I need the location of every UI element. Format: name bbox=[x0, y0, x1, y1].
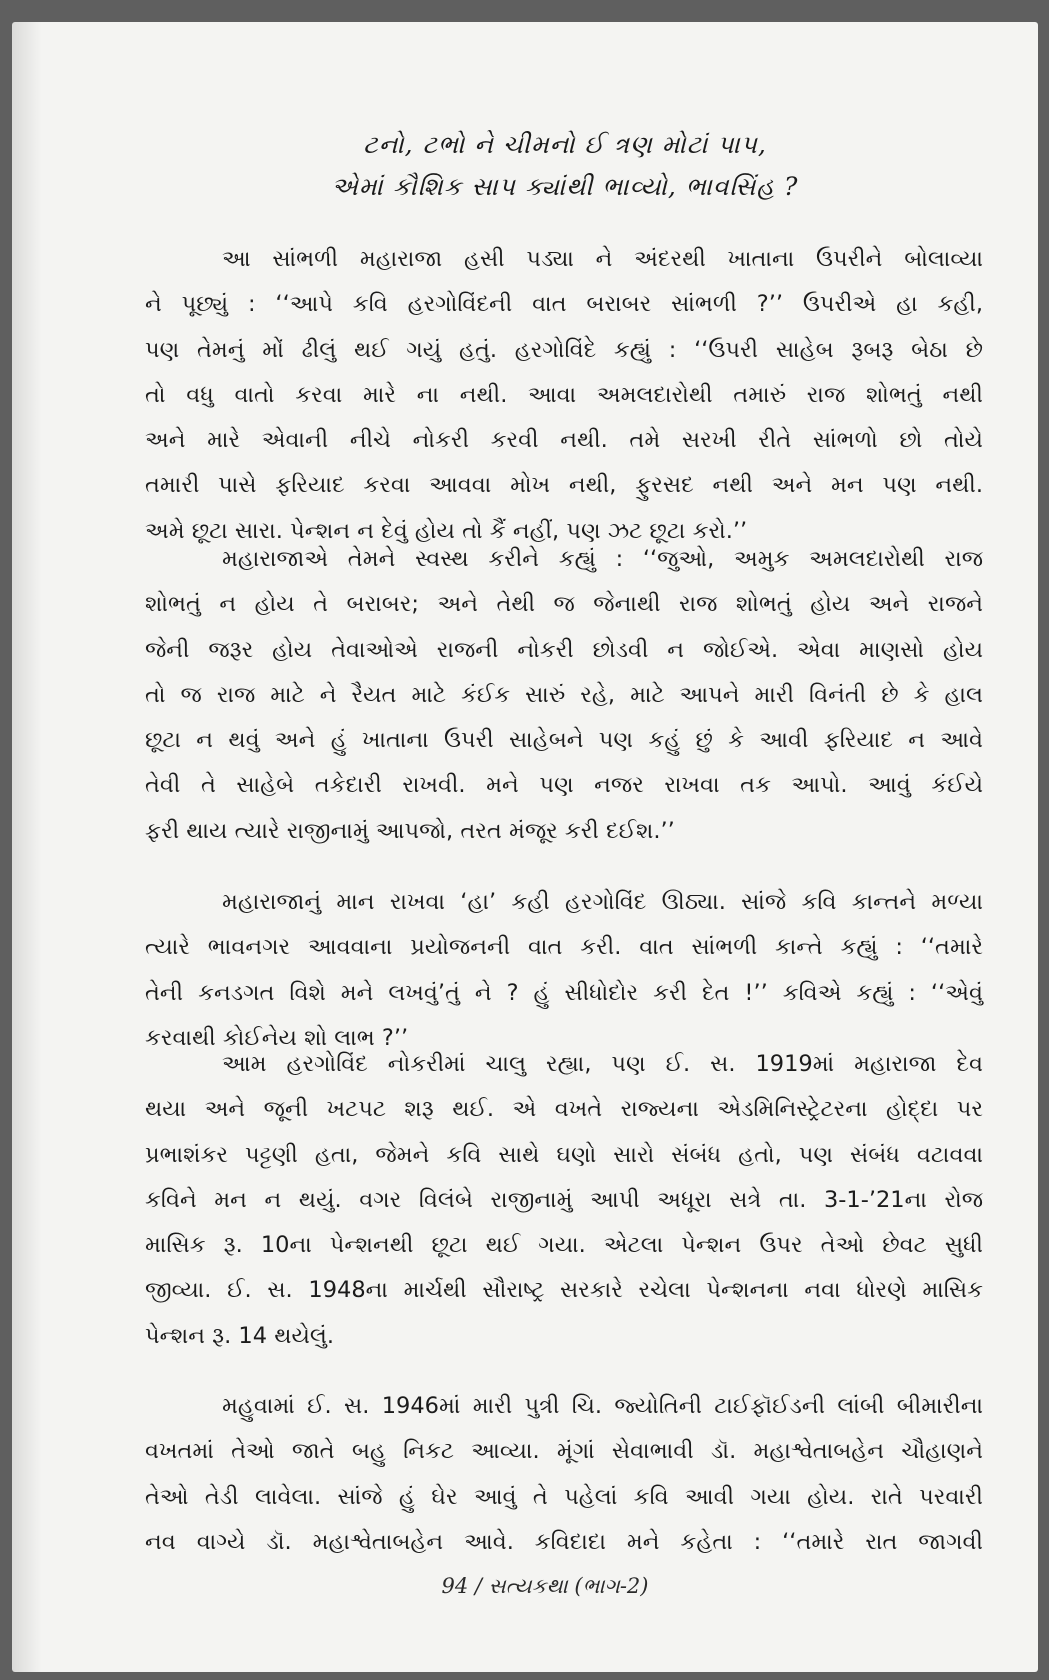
text-line: વખતમાં તેઓ જાતે બહુ નિકટ આવ્યા. મૂંગાં સેવાભાવી ડૉ. મહાશ્વેતાબહેન ચૌહાણને bbox=[145, 1438, 983, 1465]
text-line: પણ તેમનું મોં ઢીલું થઈ ગયું હતું. હરગોવિંદે કહ્યું : ‘‘ઉપરી સાહેબ રૂબરૂ બેઠા છે bbox=[145, 336, 983, 363]
text-line: પ્રભાશંકર પટ્ટણી હતા, જેમને કવિ સાથે ઘણો સારો સંબંધ હતો, પણ સંબંધ વટાવવા bbox=[145, 1141, 983, 1168]
text-line: મહારાજાનું માન રાખવા ‘હા’ કહી હરગોવિંદ ઊઠ્યા. સાંજે કવિ કાન્તને મળ્યા bbox=[222, 889, 983, 915]
text-line: મહારાજાએ તેમને સ્વસ્થ કરીને કહ્યું : ‘‘જુઓ, અમુક અમલદારોથી રાજ bbox=[222, 546, 983, 572]
text-line: આમ હરગોવિંદ નોકરીમાં ચાલુ રહ્યા, પણ ઈ. સ. 1919માં મહારાજા દેવ bbox=[222, 1051, 983, 1077]
text-line: તેની કનડગત વિશે મને લખવું’તું ને ? હું સીધોદોર કરી દેત !’’ કવિએ કહ્યું : ‘‘એવું bbox=[145, 979, 983, 1006]
page-edge-shadow bbox=[12, 22, 42, 1672]
text-line: માસિક રૂ. 10ના પેન્શનથી છૂટા થઈ ગયા. એટલા પેન્શન ઉપર તેઓ છેવટ સુધી bbox=[145, 1232, 983, 1259]
text-line: તેઓ તેડી લાવેલા. સાંજે હું ઘેર આવું તે પહેલાં કવિ આવી ગયા હોય. રાતે પરવારી bbox=[145, 1483, 983, 1510]
paragraph-4 bbox=[145, 1042, 983, 1359]
text-line: અને મારે એવાની નીચે નોકરી કરવી નથી. તમે સરખી રીતે સાંભળો છો તોયે bbox=[145, 427, 983, 454]
text-line: નવ વાગ્યે ડૉ. મહાશ્વેતાબહેન આવે. કવિદાદા મને કહેતા : ‘‘તમારે રાત જાગવી bbox=[145, 1528, 983, 1555]
text-line: ફરી થાય ત્યારે રાજીનામું આપજો, તરત મંજૂર કરી દઈશ.’’ bbox=[145, 817, 675, 844]
paragraph-1 bbox=[145, 237, 983, 554]
text-line: તમારી પાસે ફરિયાદ કરવા આવવા મોખ નથી, ફુરસદ નથી અને મન પણ નથી. bbox=[145, 472, 983, 499]
text-line: કરવાથી કોઈનેય શો લાભ ?’’ bbox=[145, 1024, 409, 1051]
text-line: ત્યારે ભાવનગર આવવાના પ્રયોજનની વાત કરી. વાત સાંભળી કાન્તે કહ્યું : ‘‘તમારે bbox=[145, 934, 983, 961]
text-line: તેવી તે સાહેબે તકેદારી રાખવી. મને પણ નજર રાખવા તક આપો. આવું કંઈયે bbox=[145, 772, 983, 799]
paragraph-5 bbox=[145, 1384, 983, 1565]
text-line: તો જ રાજ માટે ને રૈયત માટે કંઈક સારું રહે, માટે આપને મારી વિનંતી છે કે હાલ bbox=[145, 681, 983, 708]
text-line: પેન્શન રૂ. 14 થયેલું. bbox=[145, 1322, 335, 1349]
text-line: મહુવામાં ઈ. સ. 1946માં મારી પુત્રી ચિ. જ્યોતિની ટાઈફૉઈડની લાંબી બીમારીના bbox=[222, 1393, 983, 1419]
page-footer: 94 / સત્યકથા (ભાગ-2) bbox=[441, 1574, 649, 1598]
verse-line-2: એમાં કૌશિક સાપ ક્યાંથી ભાવ્યો, ભાવસિંહ ? bbox=[331, 172, 799, 201]
text-line: ને પૂછ્યું : ‘‘આપે કવિ હરગોવિંદની વાત બરાબર સાંભળી ?’’ ઉપરીએ હા કહી, bbox=[145, 291, 983, 318]
text-line: જીવ્યા. ઈ. સ. 1948ના માર્ચથી સૌરાષ્ટ્ર સરકારે રચેલા પેન્શનના નવા ધોરણે માસિક bbox=[145, 1277, 983, 1304]
text-line: તો વધુ વાતો કરવા મારે ના નથી. આવા અમલદારોથી તમારું રાજ શોભતું નથી bbox=[145, 381, 983, 408]
text-line: કવિને મન ન થયું. વગર વિલંબે રાજીનામું આપી અધૂરા સત્રે તા. 3-1-’21ના રોજ bbox=[145, 1186, 983, 1213]
paragraph-2 bbox=[145, 537, 983, 854]
text-line: શોભતું ન હોય તે બરાબર; અને તેથી જ જેનાથી રાજ શોભતું હોય અને રાજને bbox=[145, 591, 983, 618]
text-line: આ સાંભળી મહારાજા હસી પડ્યા ને અંદરથી ખાતાના ઉપરીને બોલાવ્યા bbox=[222, 246, 983, 272]
text-line: અમે છૂટા સારા. પેન્શન ન દેવું હોય તો કૈં નહીં, પણ ઝટ છૂટા કરો.’’ bbox=[145, 517, 748, 544]
book-page bbox=[12, 22, 1038, 1672]
verse-line-1: ટનો, ટભો ને ચીમનો ઈ ત્રણ મોટાં પાપ, bbox=[363, 130, 767, 159]
text-line: થયા અને જૂની ખટપટ શરૂ થઈ. એ વખતે રાજ્યના એડમિનિસ્ટ્રેટરના હોદ્દા પર bbox=[145, 1096, 983, 1123]
text-line: છૂટા ન થવું અને હું ખાતાના ઉપરી સાહેબને પણ કહું છું કે આવી ફરિયાદ ન આવે bbox=[145, 727, 983, 754]
paragraph-3 bbox=[145, 880, 983, 1061]
text-line: જેની જરૂર હોય તેવાઓએ રાજની નોકરી છોડવી ન જોઈએ. એવા માણસો હોય bbox=[145, 636, 983, 663]
